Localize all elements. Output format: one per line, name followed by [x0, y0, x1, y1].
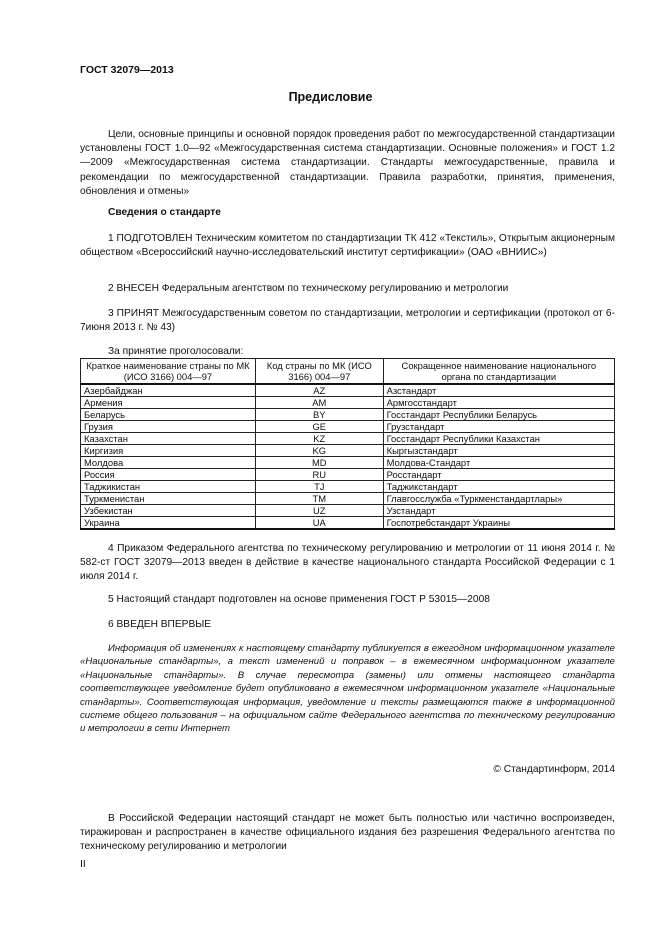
table-row	[81, 457, 615, 469]
cell-country: Беларусь	[81, 409, 256, 421]
cell-code: RU	[255, 469, 383, 481]
item-2-introduced: 2 ВНЕСЕН Федеральным агентством по техническому регулированию и метрологии	[108, 283, 509, 294]
cell-national-body: Главгосслужба «Туркменстандартлары»	[383, 493, 614, 505]
item-5-basis: 5 Настоящий стандарт подготовлен на основе применения ГОСТ Р 53015—2008	[108, 594, 490, 605]
vote-caption: За принятие проголосовали:	[108, 346, 244, 357]
item-1-prepared: 1 ПОДГОТОВЛЕН Техническим комитетом по стандартизации ТК 412 «Текстиль», Открытым акционерным обществом «Всероссийский научно-исследовательский институт сертификации» (ОАО «ВНИИС»)	[80, 233, 615, 259]
reproduction-note: В Российской Федерации настоящий стандарт не может быть полностью или частично воспроизведен, тиражирован и распространен в качестве официального издания без разрешения Федерального агентства по техническому регулированию и метрологии	[80, 813, 615, 853]
table-header-body: Сокращенное наименование национального органа по стандартизации	[383, 359, 614, 385]
table-row	[81, 445, 615, 457]
cell-national-body: Грузстандарт	[383, 421, 614, 433]
cell-code: UZ	[255, 505, 383, 517]
section-heading: Сведения о стандарте	[108, 207, 221, 218]
cell-national-body: Госстандарт Республики Казахстан	[383, 433, 614, 445]
cell-code: KZ	[255, 433, 383, 445]
cell-code: AZ	[255, 384, 383, 397]
table-row	[81, 397, 615, 409]
cell-code: MD	[255, 457, 383, 469]
item-4-order: 4 Приказом Федерального агентства по техническому регулированию и метрологии от 11 июня 2014 г. № 582-ст ГОСТ 32079—2013 введен в действие в качестве национального стандарта Российской Федерации с 1 июля 2014 г.	[80, 543, 615, 583]
table-row	[81, 493, 615, 505]
cell-code: AM	[255, 397, 383, 409]
cell-code: TM	[255, 493, 383, 505]
cell-country: Туркменистан	[81, 493, 256, 505]
cell-country: Таджикистан	[81, 481, 256, 493]
table-header-code: Код страны по МК (ИСО 3166) 004—97	[255, 359, 383, 385]
cell-national-body: Росстандарт	[383, 469, 614, 481]
cell-country: Россия	[81, 469, 256, 481]
cell-country: Казахстан	[81, 433, 256, 445]
cell-national-body: Азстандарт	[383, 384, 614, 397]
cell-national-body: Кыргызстандарт	[383, 445, 614, 457]
cell-national-body: Таджикстандарт	[383, 481, 614, 493]
table-row	[81, 481, 615, 493]
cell-national-body: Молдова-Стандарт	[383, 457, 614, 469]
item-6-first-introduced: 6 ВВЕДЕН ВПЕРВЫЕ	[108, 619, 212, 630]
information-note: Информация об изменениях к настоящему стандарту публикуется в ежегодном информационном указателе «Национальные стандарты», а текст изменений и поправок – в ежемесячном информационном указателе «Национальные стандарты». В случае пересмотра (замены) или отмены настоящего стандарта соответствующее уведомление будет опубликовано в ежемесячном информационном указателе «Национальные стандарты». Соответствующая информация, уведомление и тексты размещаются также в информационной системе общего пользования – на официальном сайте Федерального агентства по техническому регулированию и метрологии в сети Интернет	[80, 643, 615, 735]
cell-national-body: Госпотребстандарт Украины	[383, 517, 614, 530]
cell-country: Армения	[81, 397, 256, 409]
cell-code: KG	[255, 445, 383, 457]
cell-country: Азербайджан	[81, 384, 256, 397]
page-title: Предисловие	[288, 90, 373, 104]
cell-code: TJ	[255, 481, 383, 493]
cell-country: Молдова	[81, 457, 256, 469]
table-row	[81, 384, 615, 397]
table-header-country: Краткое наименование страны по МК (ИСО 3166) 004—97	[81, 359, 256, 385]
table-row	[81, 517, 615, 530]
cell-country: Узбекистан	[81, 505, 256, 517]
table-row	[81, 409, 615, 421]
document-code: ГОСТ 32079—2013	[80, 64, 174, 76]
table-row	[81, 433, 615, 445]
page-number: II	[80, 858, 86, 870]
cell-country: Украина	[81, 517, 256, 530]
table-row	[81, 421, 615, 433]
copyright: © Стандартинформ, 2014	[493, 764, 615, 775]
cell-country: Грузия	[81, 421, 256, 433]
table-row	[81, 469, 615, 481]
cell-code: UA	[255, 517, 383, 530]
cell-country: Киргизия	[81, 445, 256, 457]
table-row	[81, 505, 615, 517]
cell-national-body: Госстандарт Республики Беларусь	[383, 409, 614, 421]
cell-code: GE	[255, 421, 383, 433]
cell-code: BY	[255, 409, 383, 421]
intro-paragraph: Цели, основные принципы и основной порядок проведения работ по межгосударственной стандартизации установлены ГОСТ 1.0—92 «Межгосударственная система стандартизации. Основные положения» и ГОСТ 1.2—2009 «Межгосударственная система стандартизации. Стандарты межгосударственные, правила и рекомендации по межгосударственной стандартизации. Правила разработки, принятия, применения, обновления и отмены»	[80, 129, 615, 197]
cell-national-body: Армгосстандарт	[383, 397, 614, 409]
cell-national-body: Узстандарт	[383, 505, 614, 517]
item-3-adopted: 3 ПРИНЯТ Межгосударственным советом по стандартизации, метрологии и сертификации (протокол от 6-7июня 2013 г. № 43)	[80, 308, 615, 334]
voting-table	[80, 358, 615, 530]
